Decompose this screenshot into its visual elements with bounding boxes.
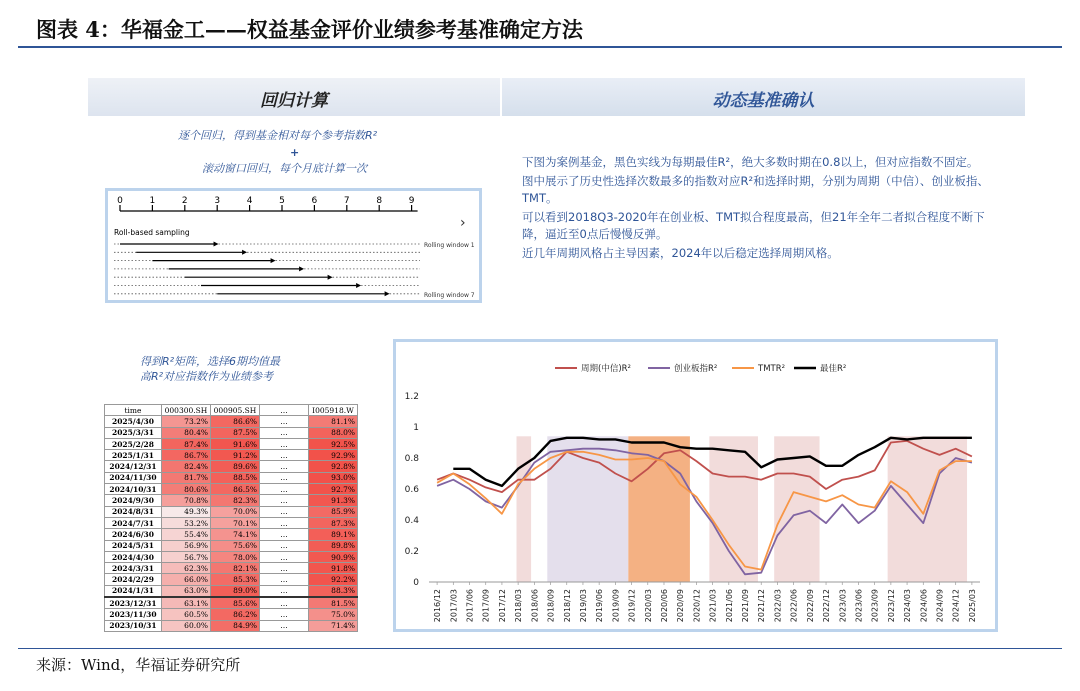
table-cell: 2025/4/30 bbox=[105, 416, 162, 427]
table-cell: 70.8% bbox=[162, 495, 211, 506]
table-caption bbox=[140, 354, 280, 384]
table-cell: 2024/1/31 bbox=[105, 585, 162, 597]
table-cell: 90.9% bbox=[309, 551, 358, 562]
table-cell: 86.7% bbox=[162, 450, 211, 461]
table-cell: … bbox=[260, 620, 309, 631]
x-tick-label: 2017/12 bbox=[497, 589, 507, 623]
table-cell: 92.5% bbox=[309, 438, 358, 449]
r2-matrix-table bbox=[104, 404, 358, 632]
table-cell: 88.0% bbox=[309, 427, 358, 438]
table-cell: … bbox=[260, 438, 309, 449]
shaded-period bbox=[547, 436, 628, 582]
table-cell: 56.9% bbox=[162, 540, 211, 551]
window-arrowhead bbox=[271, 258, 276, 263]
table-cell: 89.1% bbox=[309, 529, 358, 540]
table-cell: 82.3% bbox=[211, 495, 260, 506]
table-cell: 2024/9/30 bbox=[105, 495, 162, 506]
table-row bbox=[105, 563, 358, 574]
table-cell: 2024/12/31 bbox=[105, 461, 162, 472]
rolling-window-diagram bbox=[105, 188, 482, 303]
table-cell: 2024/8/31 bbox=[105, 506, 162, 517]
table-cell: … bbox=[260, 450, 309, 461]
table-cell: 87.5% bbox=[211, 427, 260, 438]
table-cell: … bbox=[260, 506, 309, 517]
table-row bbox=[105, 597, 358, 609]
timeline-tick-label: 1 bbox=[149, 196, 156, 206]
table-cell: 92.8% bbox=[309, 461, 358, 472]
x-tick-label: 2019/09 bbox=[611, 589, 621, 623]
table-cell: … bbox=[260, 416, 309, 427]
window-first-label: Rolling window 1 bbox=[424, 242, 475, 249]
regression-title: 回归计算 bbox=[260, 91, 328, 111]
table-cell: 93.0% bbox=[309, 472, 358, 483]
dynamic-title: 动态基准确认 bbox=[712, 91, 815, 111]
table-cell: 81.5% bbox=[309, 597, 358, 609]
table-cell: 82.4% bbox=[162, 461, 211, 472]
y-tick-label: 0.6 bbox=[404, 485, 419, 495]
table-cell: 87.4% bbox=[162, 438, 211, 449]
table-cell: 55.4% bbox=[162, 529, 211, 540]
table-cell: 2025/3/31 bbox=[105, 427, 162, 438]
timeline-tick-label: 8 bbox=[376, 196, 383, 206]
table-cell: 91.8% bbox=[309, 563, 358, 574]
x-tick-label: 2023/03 bbox=[838, 589, 848, 623]
table-row bbox=[105, 495, 358, 506]
timeline-tick-label: 7 bbox=[343, 196, 350, 206]
table-cell: … bbox=[260, 597, 309, 609]
dynamic-para-3: 可以看到2018Q3-2020年在创业板、TMT拟合程度最高，但21年全年二者拟合程度不断下降，逼近至0点后慢慢反弹。 bbox=[522, 210, 985, 241]
x-tick-label: 2017/06 bbox=[465, 589, 475, 623]
table-cell: 89.0% bbox=[211, 585, 260, 597]
y-tick-label: 0 bbox=[413, 578, 419, 588]
regression-plus: + bbox=[290, 146, 300, 159]
table-cell: 86.2% bbox=[211, 609, 260, 620]
regression-line-2: 滚动窗口回归，每个月底计算一次 bbox=[202, 162, 367, 175]
rolling-window-svg bbox=[108, 191, 485, 306]
table-cell: 2024/10/31 bbox=[105, 484, 162, 495]
x-tick-label: 2019/03 bbox=[578, 589, 588, 623]
table-cell: … bbox=[260, 551, 309, 562]
x-tick-label: 2016/12 bbox=[433, 589, 443, 623]
table-cell: … bbox=[260, 472, 309, 483]
table-caption-line-1: 得到R²矩阵，选择6期均值最 bbox=[140, 355, 281, 368]
regression-line-1: 逐个回归，得到基金相对每个参考指数R² bbox=[178, 129, 378, 142]
table-header-row bbox=[105, 405, 358, 416]
x-tick-label: 2018/12 bbox=[562, 589, 572, 623]
table-cell: 60.5% bbox=[162, 609, 211, 620]
x-tick-label: 2021/06 bbox=[724, 589, 734, 623]
table-cell: 49.3% bbox=[162, 506, 211, 517]
table-cell: 70.0% bbox=[211, 506, 260, 517]
dynamic-para-2: 图中展示了历史性选择次数最多的指数对应R²和选择时期，分别为周期（中信）、创业板指、TMT。 bbox=[522, 174, 989, 205]
col-header-i005918: I005918.W bbox=[309, 405, 358, 416]
table-body bbox=[105, 416, 358, 632]
table-cell: 91.2% bbox=[211, 450, 260, 461]
timeline-tick-label: 3 bbox=[214, 196, 221, 206]
window-arrowhead bbox=[214, 242, 219, 247]
table-cell: … bbox=[260, 484, 309, 495]
x-tick-label: 2025/03 bbox=[967, 589, 977, 623]
window-arrowhead bbox=[328, 275, 333, 280]
table-cell: 89.8% bbox=[309, 540, 358, 551]
x-tick-label: 2019/12 bbox=[627, 589, 637, 623]
table-cell: 87.3% bbox=[309, 517, 358, 528]
x-tick-label: 2020/06 bbox=[659, 589, 669, 623]
timeline-tick-label: 9 bbox=[408, 196, 415, 206]
table-cell: 81.7% bbox=[162, 472, 211, 483]
x-tick-label: 2024/12 bbox=[951, 589, 961, 623]
legend-item bbox=[732, 364, 785, 374]
source-rule bbox=[18, 648, 1062, 649]
table-cell: 63.0% bbox=[162, 585, 211, 597]
table-cell: … bbox=[260, 574, 309, 585]
x-tick-label: 2024/09 bbox=[935, 589, 945, 623]
table-cell: 85.6% bbox=[211, 597, 260, 609]
page-title: 图表 4：华福金工——权益基金评价业绩参考基准确定方法 bbox=[36, 17, 583, 42]
table-cell: 2023/12/31 bbox=[105, 597, 162, 609]
table-cell: … bbox=[260, 461, 309, 472]
table-cell: 81.1% bbox=[309, 416, 358, 427]
x-tick-label: 2017/03 bbox=[449, 589, 459, 623]
y-tick-label: 0.4 bbox=[404, 516, 419, 526]
table-row bbox=[105, 506, 358, 517]
title-rule bbox=[18, 46, 1062, 48]
table-cell: 78.0% bbox=[211, 551, 260, 562]
table-cell: 88.3% bbox=[309, 585, 358, 597]
table-cell: 2024/5/31 bbox=[105, 540, 162, 551]
table-cell: 92.9% bbox=[309, 450, 358, 461]
dynamic-para-4: 近几年周期风格占主导因素，2024年以后稳定选择周期风格。 bbox=[522, 246, 839, 260]
x-tick-label: 2017/09 bbox=[481, 589, 491, 623]
dynamic-para-1: 下图为案例基金，黑色实线为每期最佳R²，绝大多数时期在0.8以上，但对应指数不固定。 bbox=[522, 155, 979, 169]
y-tick-label: 0.8 bbox=[404, 454, 419, 464]
col-header-000905: 000905.SH bbox=[211, 405, 260, 416]
dynamic-header bbox=[502, 78, 1025, 116]
table-cell: 82.1% bbox=[211, 563, 260, 574]
table-cell: 2024/2/29 bbox=[105, 574, 162, 585]
timeline-tick-label: 0 bbox=[117, 196, 123, 206]
x-tick-label: 2024/03 bbox=[903, 589, 913, 623]
table-row bbox=[105, 551, 358, 562]
x-tick-label: 2018/03 bbox=[514, 589, 524, 623]
x-tick-label: 2022/12 bbox=[822, 589, 832, 623]
legend-label: 周期(中信)R² bbox=[581, 364, 631, 374]
x-tick-label: 2023/09 bbox=[870, 589, 880, 623]
y-tick-label: 1.2 bbox=[404, 392, 419, 402]
table-cell: 91.6% bbox=[211, 438, 260, 449]
x-tick-label: 2023/12 bbox=[886, 589, 896, 623]
legend-item bbox=[555, 363, 631, 374]
table-cell: 2025/2/28 bbox=[105, 438, 162, 449]
x-tick-label: 2021/03 bbox=[708, 589, 718, 623]
table-cell: … bbox=[260, 609, 309, 620]
legend-label: 最佳R² bbox=[820, 364, 847, 374]
table-cell: 92.2% bbox=[309, 574, 358, 585]
table-row bbox=[105, 609, 358, 620]
table-cell: 86.5% bbox=[211, 484, 260, 495]
table-cell: … bbox=[260, 563, 309, 574]
r2-line-chart bbox=[393, 339, 998, 632]
x-tick-label: 2022/09 bbox=[805, 589, 815, 623]
table-cell: 73.2% bbox=[162, 416, 211, 427]
table-row bbox=[105, 427, 358, 438]
regression-header bbox=[88, 78, 500, 116]
col-header-000300: 000300.SH bbox=[162, 405, 211, 416]
table-cell: 85.3% bbox=[211, 574, 260, 585]
table-caption-line-2: 高R²对应指数作为业绩参考 bbox=[140, 370, 274, 383]
x-tick-label: 2024/06 bbox=[919, 589, 929, 623]
legend-label: TMTR² bbox=[758, 364, 786, 374]
window-arrowhead bbox=[299, 266, 304, 271]
table-cell: 66.0% bbox=[162, 574, 211, 585]
table-cell: 56.7% bbox=[162, 551, 211, 562]
table-cell: 2025/1/31 bbox=[105, 450, 162, 461]
table-row bbox=[105, 416, 358, 427]
table-cell: 75.0% bbox=[309, 609, 358, 620]
table-row bbox=[105, 529, 358, 540]
table-cell: … bbox=[260, 517, 309, 528]
timeline-tick-label: 4 bbox=[246, 196, 253, 206]
table-cell: 63.1% bbox=[162, 597, 211, 609]
table-row bbox=[105, 438, 358, 449]
table-cell: 92.7% bbox=[309, 484, 358, 495]
table-cell: 89.6% bbox=[211, 461, 260, 472]
table-cell: … bbox=[260, 585, 309, 597]
table-cell: 2024/7/31 bbox=[105, 517, 162, 528]
table-row bbox=[105, 517, 358, 528]
table-cell: 80.4% bbox=[162, 427, 211, 438]
x-tick-label: 2022/03 bbox=[773, 589, 783, 623]
table-row bbox=[105, 472, 358, 483]
table-row bbox=[105, 484, 358, 495]
table-cell: 70.1% bbox=[211, 517, 260, 528]
x-tick-label: 2019/06 bbox=[595, 589, 605, 623]
table-cell: 60.0% bbox=[162, 620, 211, 631]
source-note: 来源：Wind，华福证券研究所 bbox=[36, 656, 241, 674]
table-cell: 86.6% bbox=[211, 416, 260, 427]
sampling-label: Roll-based sampling bbox=[114, 228, 190, 237]
table-cell: 2024/11/30 bbox=[105, 472, 162, 483]
legend-item bbox=[794, 363, 846, 374]
x-tick-label: 2018/06 bbox=[530, 589, 540, 623]
table-cell: 91.3% bbox=[309, 495, 358, 506]
table-row bbox=[105, 574, 358, 585]
table-cell: … bbox=[260, 529, 309, 540]
table-cell: 2023/10/31 bbox=[105, 620, 162, 631]
legend-label: 创业板指R² bbox=[674, 364, 718, 374]
table-cell: 2024/3/31 bbox=[105, 563, 162, 574]
window-last-label: Rolling window 7 bbox=[424, 292, 475, 299]
timeline-tick-label: 5 bbox=[279, 196, 285, 206]
window-arrowhead bbox=[242, 250, 247, 255]
window-arrowhead bbox=[385, 291, 390, 296]
x-tick-label: 2021/09 bbox=[741, 589, 751, 623]
timeline-tick-label: 2 bbox=[181, 196, 188, 206]
table-cell: … bbox=[260, 495, 309, 506]
table-row bbox=[105, 461, 358, 472]
table-row bbox=[105, 620, 358, 631]
shaded-period bbox=[517, 436, 532, 582]
chart-svg bbox=[396, 342, 995, 629]
x-tick-label: 2020/12 bbox=[692, 589, 702, 623]
table-cell: 75.6% bbox=[211, 540, 260, 551]
table-cell: 53.2% bbox=[162, 517, 211, 528]
table-row bbox=[105, 450, 358, 461]
table-cell: 84.9% bbox=[211, 620, 260, 631]
table-cell: 74.1% bbox=[211, 529, 260, 540]
table-cell: 88.5% bbox=[211, 472, 260, 483]
x-tick-label: 2023/06 bbox=[854, 589, 864, 623]
dynamic-description bbox=[522, 154, 992, 264]
table-cell: 85.9% bbox=[309, 506, 358, 517]
x-tick-label: 2018/09 bbox=[546, 589, 556, 623]
table-row bbox=[105, 585, 358, 597]
x-tick-label: 2021/12 bbox=[757, 589, 767, 623]
table-row bbox=[105, 540, 358, 551]
x-tick-label: 2020/09 bbox=[676, 589, 686, 623]
window-arrowhead bbox=[356, 283, 361, 288]
timeline-tick-label: 6 bbox=[311, 196, 318, 206]
table-cell: 2023/11/30 bbox=[105, 609, 162, 620]
legend-item bbox=[648, 363, 717, 374]
x-tick-label: 2022/06 bbox=[789, 589, 799, 623]
table-cell: … bbox=[260, 540, 309, 551]
table-cell: 2024/6/30 bbox=[105, 529, 162, 540]
x-tick-label: 2020/03 bbox=[643, 589, 653, 623]
table-cell: 71.4% bbox=[309, 620, 358, 631]
y-tick-label: 0.2 bbox=[404, 547, 419, 557]
y-tick-label: 1 bbox=[413, 423, 419, 433]
table-cell: 2024/4/30 bbox=[105, 551, 162, 562]
col-header-ellipsis: … bbox=[260, 405, 309, 416]
table-cell: 62.3% bbox=[162, 563, 211, 574]
col-header-time: time bbox=[105, 405, 162, 416]
table-cell: 80.6% bbox=[162, 484, 211, 495]
chevron-right-icon: › bbox=[460, 215, 466, 231]
table-cell: … bbox=[260, 427, 309, 438]
